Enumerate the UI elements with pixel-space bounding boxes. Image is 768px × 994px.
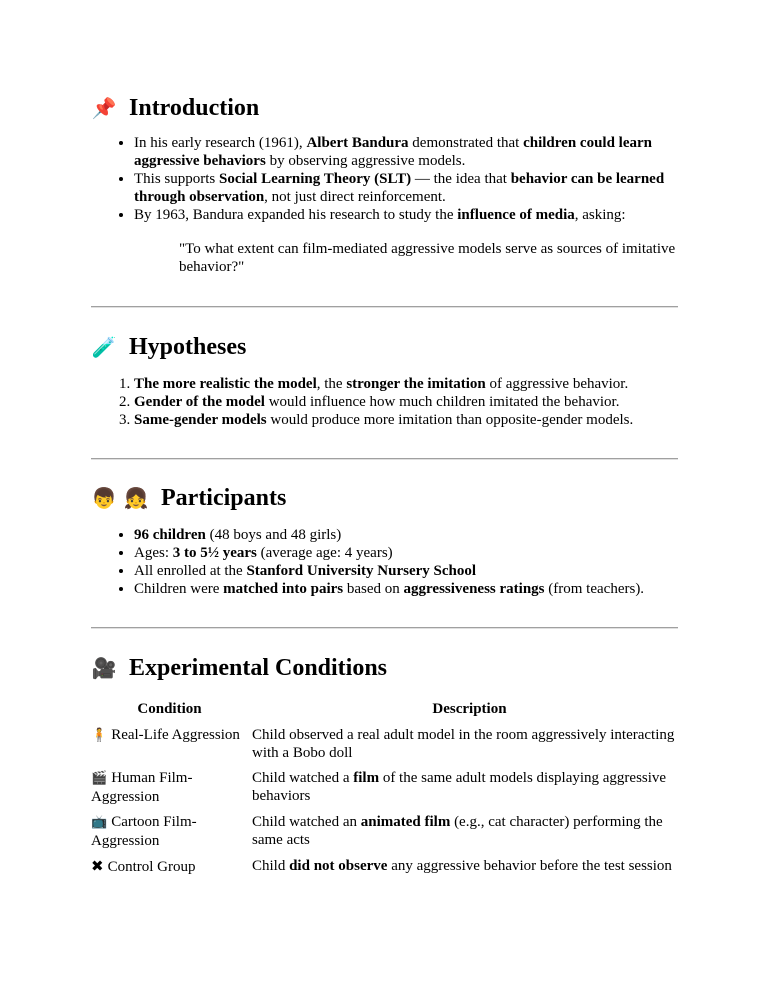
list-item xyxy=(134,562,678,580)
description-cell xyxy=(248,724,691,767)
text: Child xyxy=(252,858,290,874)
text: In his early research (1961), xyxy=(134,135,307,151)
text: Children were xyxy=(134,581,224,597)
list-item xyxy=(134,134,678,170)
bold-text: Social Learning Theory (SLT) xyxy=(219,171,412,187)
condition-name: Control Group xyxy=(107,859,196,875)
bold-text: Gender of the model xyxy=(134,394,265,410)
text: (from teachers). xyxy=(544,581,645,597)
person-icon: 🧍 xyxy=(91,728,108,743)
text: , the xyxy=(316,376,347,392)
table-row xyxy=(91,855,691,881)
introduction-section xyxy=(91,94,678,276)
conditions-section xyxy=(91,654,691,881)
list-item xyxy=(134,393,678,411)
text: (48 boys and 48 girls) xyxy=(205,527,342,543)
conditions-heading xyxy=(91,654,691,682)
list-item xyxy=(134,206,678,224)
table-header-row xyxy=(91,700,691,724)
participants-title: Participants xyxy=(161,485,287,511)
clapper-board-icon: 🎬 xyxy=(91,771,108,786)
list-item xyxy=(134,526,678,544)
hypotheses-section xyxy=(91,333,678,429)
bold-text: matched into pairs xyxy=(223,581,344,597)
bold-text: The more realistic the model xyxy=(134,376,317,392)
text: would produce more imitation than opposite-gender models. xyxy=(266,412,634,428)
text: of the same adult models displaying aggressive behaviors xyxy=(252,770,667,804)
condition-name: Real-Life Aggression xyxy=(111,727,240,743)
list-item xyxy=(134,170,678,206)
text: any aggressive behavior before the test session xyxy=(387,858,672,874)
hypotheses-list xyxy=(91,375,678,429)
film-camera-icon: 🎥 xyxy=(91,656,117,680)
bold-text: children could learn aggressive behaviors xyxy=(134,135,652,169)
text: Child watched an xyxy=(252,814,361,830)
text: , asking: xyxy=(574,207,626,223)
condition-cell xyxy=(91,724,248,767)
bold-text: film xyxy=(353,770,380,786)
bold-text: animated film xyxy=(360,814,451,830)
text: demonstrated that xyxy=(408,135,524,151)
column-header-condition: Condition xyxy=(137,701,202,717)
list-item xyxy=(134,375,678,393)
condition-cell xyxy=(91,855,248,881)
introduction-list xyxy=(91,134,678,224)
table-row xyxy=(91,724,691,767)
cross-mark-icon: ✖ xyxy=(91,857,104,875)
text: By 1963, Bandura expanded his research to study the xyxy=(134,207,458,223)
column-header-description: Description xyxy=(432,701,507,717)
participants-heading xyxy=(91,484,678,512)
text: of aggressive behavior. xyxy=(485,376,629,392)
text: (average age: 4 years) xyxy=(256,545,393,561)
text: Child watched a xyxy=(252,770,354,786)
bold-text: stronger the imitation xyxy=(346,376,486,392)
text: All enrolled at the xyxy=(134,563,247,579)
bold-text: aggressiveness ratings xyxy=(403,581,545,597)
conditions-table xyxy=(91,700,691,881)
description-cell xyxy=(248,767,691,811)
text: Child observed a real adult model in the room aggressively interacting with a Bobo doll xyxy=(252,727,675,761)
conditions-title: Experimental Conditions xyxy=(129,655,388,681)
list-item xyxy=(134,411,678,429)
bold-text: behavior can be learned through observation xyxy=(134,171,665,205)
hypotheses-heading xyxy=(91,333,678,361)
section-divider xyxy=(91,306,678,308)
television-icon: 📺 xyxy=(91,815,108,830)
list-item xyxy=(134,580,678,598)
table-row xyxy=(91,811,691,855)
description-cell xyxy=(248,811,691,855)
boy-icon: 👦 xyxy=(91,486,117,510)
list-item xyxy=(134,544,678,562)
condition-cell xyxy=(91,767,248,811)
text: (e.g., cat character) performing the same acts xyxy=(252,814,663,848)
pushpin-icon: 📌 xyxy=(91,96,117,120)
introduction-title: Introduction xyxy=(129,95,260,121)
bold-text: 96 children xyxy=(134,527,206,543)
bold-text: Stanford University Nursery School xyxy=(246,563,477,579)
text: , not just direct reinforcement. xyxy=(264,189,446,205)
bold-text: Albert Bandura xyxy=(306,135,409,151)
bold-text: 3 to 5½ years xyxy=(172,545,257,561)
text: based on xyxy=(343,581,404,597)
section-divider xyxy=(91,458,678,460)
test-tube-icon: 🧪 xyxy=(91,335,117,359)
hypotheses-title: Hypotheses xyxy=(129,334,247,360)
table-row xyxy=(91,767,691,811)
text: — the idea that xyxy=(411,171,511,187)
condition-name: Human Film-Aggression xyxy=(91,770,193,805)
condition-cell xyxy=(91,811,248,855)
bold-text: did not observe xyxy=(289,858,388,874)
introduction-heading xyxy=(91,94,678,122)
description-cell xyxy=(248,855,691,881)
research-question-quote: "To what extent can film-mediated aggressive models serve as sources of imitative behavior?" xyxy=(179,241,676,275)
bold-text: Same-gender models xyxy=(134,412,267,428)
text: This supports xyxy=(134,171,220,187)
text: would influence how much children imitated the behavior. xyxy=(264,394,620,410)
text: Ages: xyxy=(134,545,173,561)
participants-section xyxy=(91,484,678,598)
section-divider xyxy=(91,627,678,629)
condition-name: Cartoon Film-Aggression xyxy=(91,814,197,849)
text: by observing aggressive models. xyxy=(265,153,466,169)
participants-list xyxy=(91,526,678,598)
bold-text: influence of media xyxy=(457,207,575,223)
girl-icon: 👧 xyxy=(123,486,149,510)
